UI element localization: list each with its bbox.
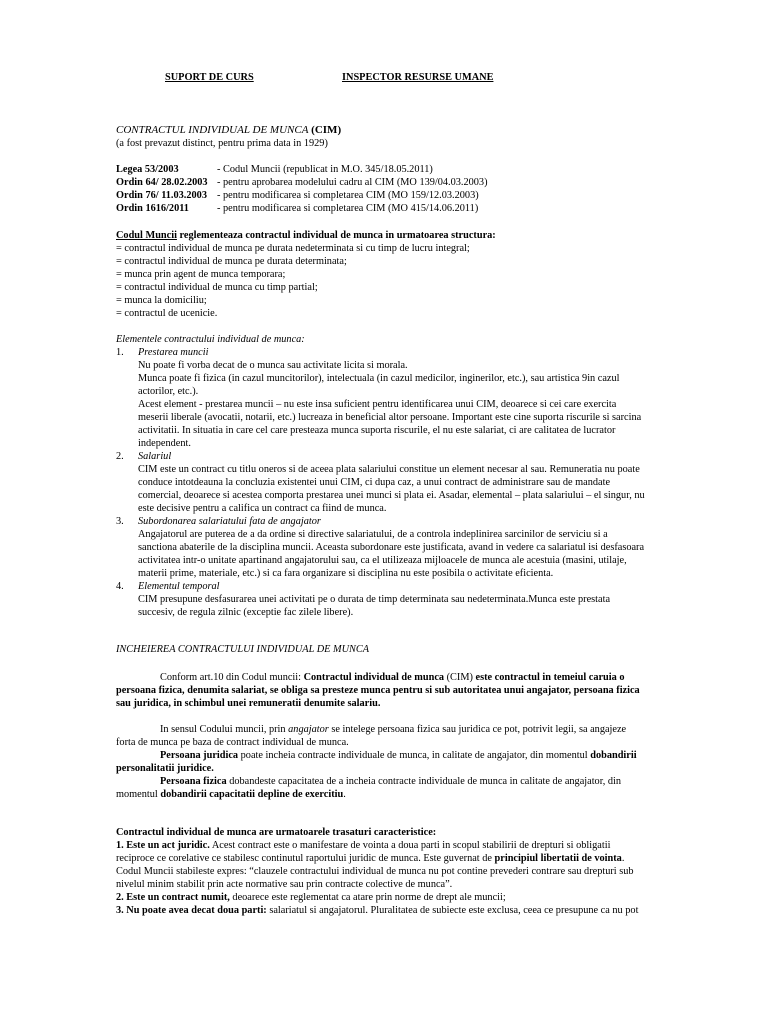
paragraph-line: forta de munca pe baza de contract individual de munca.: [116, 737, 349, 748]
paragraph-line: activitatii. In situatia in care cel care presteaza munca suporta riscurile, el nu este salariat, ci are calitatea de lucrator: [138, 425, 616, 436]
title-abbr: (CIM): [311, 124, 342, 136]
p4-term: Persoana fizica: [160, 776, 227, 787]
paragraph-line: [116, 788, 346, 801]
list-item: = munca la domiciliu;: [116, 295, 207, 306]
element-title: Salariul: [138, 451, 172, 462]
t1-principle: principiul libertatii de vointa: [494, 853, 622, 864]
element-title: Subordonarea salariatului fata de angajator: [138, 516, 321, 527]
paragraph-line: [116, 852, 624, 865]
paragraph-line: comercial, deoarece si acestea comporta prestarea unei munci si plata ei. Asadar, elemental – plata salariului – el singur, nu: [138, 490, 645, 501]
element-title: Elementul temporal: [138, 581, 220, 592]
structure-heading: [116, 229, 496, 242]
law-name: Ordin 76/ 11.03.2003: [116, 190, 207, 201]
paragraph-line: [116, 904, 638, 917]
paragraph-line: [116, 839, 610, 852]
paragraph-line: sanctiona abaterile de la disciplina muncii. Aceasta subordonare este justificata, avand in vedere ca salariatul isi desfasoara: [138, 542, 645, 553]
title-note: (a fost prevazut distinct, pentru prima data in 1929): [116, 138, 328, 149]
paragraph-line: independent.: [138, 438, 191, 449]
t1-dot: .: [621, 853, 625, 864]
t1-label: 1. Este un act juridic.: [116, 840, 210, 851]
paragraph-line: CIM presupune desfasurarea unei activitati pe o durata de timp determinata sau nedeterminata.Munca este prestata: [138, 594, 611, 605]
p4-dot: .: [343, 789, 346, 800]
paragraph-line: materii prime, materiale, etc.) si ca fara organizare si disciplina nu este posibila o activitate eficienta.: [138, 568, 554, 579]
p3-dot: .: [211, 763, 214, 774]
p1-intro: Conform art.10 din Codul muncii:: [160, 672, 301, 683]
t2-text: deoarece este reglementat ca atare prin norme de drept ale muncii;: [232, 892, 506, 903]
list-item: = contractul de ucenicie.: [116, 308, 218, 319]
p4-cont-a: momentul: [116, 789, 158, 800]
element-number: 2.: [116, 451, 124, 462]
p3-end: dobandirii: [590, 750, 637, 761]
paragraph-line: Acest element - prestarea muncii – nu este insa suficient pentru identificarea unui CIM, deoarece si cei care exercita: [138, 399, 617, 410]
element-number: 4.: [116, 581, 124, 592]
p2-term: angajator: [288, 724, 329, 735]
p1-term: Contractul individual de munca: [303, 672, 445, 683]
t1-cont: reciproce ce corelative ce stabilesc continutul raportului juridic de munca. Este guvernat de: [116, 853, 492, 864]
p3-term: Persoana juridica: [160, 750, 239, 761]
law-row: [116, 202, 478, 215]
elements-heading: Elementele contractului individual de munca:: [116, 334, 305, 345]
paragraph-line: CIM este un contract cu titlu oneros si de aceea plata salariului constitue un element necesar al sau. Remuneratia nu poate: [138, 464, 640, 475]
section-heading: INCHEIEREA CONTRACTULUI INDIVIDUAL DE MUNCA: [116, 644, 370, 655]
structure-heading-rest: reglementeaza contractul individual de munca in urmatoarea structura:: [179, 230, 496, 241]
law-row: [116, 176, 488, 189]
p3-def: poate incheia contracte individuale de munca, in calitate de angajator, din momentul: [240, 750, 588, 761]
law-row: [116, 189, 479, 202]
list-item: = contractul individual de munca pe durata nedeterminata si cu timp de lucru integral;: [116, 243, 470, 254]
paragraph-line: [160, 775, 621, 788]
paragraph-line: conduce intotdeauna la concluzia existentei unui CIM, ci dupa caz, a unui contract de administrare sau de mandate: [138, 477, 611, 488]
paragraph-line: activitatea intr-o unitate apartinand angajatorului sau, ca el utilizeaza mijloacele de munca ale acestuia (masini, utilaje,: [138, 555, 627, 566]
t3-parties: salariatul si angajatorul.: [269, 905, 368, 916]
paragraph-line: Codul Muncii stabileste expres: “clauzele contractului individual de munca nu pot contine prevederi contrare sau drepturi sub: [116, 866, 634, 877]
law-name: Ordin 1616/2011: [116, 203, 189, 214]
paragraph-line: [116, 891, 506, 904]
p4-def: dobandeste capacitatea de a incheia contracte individuale de munca in calitate de angajator, din: [229, 776, 622, 787]
header-left: SUPORT DE CURS: [165, 72, 254, 83]
law-desc: - pentru aprobarea modelului cadru al CIM (MO 139/04.03.2003): [217, 177, 488, 188]
t2-label: 2. Este un contract numit,: [116, 892, 230, 903]
t3-text: Pluralitatea de subiecte este exclusa, ceea ce presupune ca nu pot: [370, 905, 639, 916]
title-text: CONTRACTUL INDIVIDUAL DE MUNCA: [116, 124, 309, 136]
element-number: 3.: [116, 516, 124, 527]
element-title: Prestarea muncii: [138, 347, 209, 358]
list-item: = contractul individual de munca pe durata determinata;: [116, 256, 347, 267]
p2-def: se intelege persoana fizica sau juridica ce pot, potrivit legii, sa angajeze: [331, 724, 627, 735]
p1-def: este contractul in temeiul caruia o: [475, 672, 625, 683]
paragraph-line: este decisive pentru a califica un contract ca fiind de munca.: [138, 503, 387, 514]
paragraph-line: meserii liberale (avocatii, notarii, etc.) lucreaza in beneficial altor persoane. Important este cine suporta riscurile si sarcina: [138, 412, 642, 423]
paragraph-line: nivelul minim stabilit prin acte normative sau prin contracte colective de munca”.: [116, 879, 453, 890]
t1-text: Acest contract este o manifestare de vointa a doua parti in scopul stabilirii de drepturi si obligatii: [211, 840, 611, 851]
law-desc: - pentru modificarea si completarea CIM (MO 159/12.03.2003): [217, 190, 479, 201]
structure-heading-bold: Codul Muncii: [116, 230, 177, 241]
traits-heading: Contractul individual de munca are urmatoarele trasaturi caracteristice:: [116, 827, 437, 838]
law-name: Ordin 64/ 28.02.2003: [116, 177, 208, 188]
paragraph-line: [160, 723, 626, 736]
paragraph-line: sau juridica, in schimbul unei remuneratii denumite salariu.: [116, 698, 381, 709]
paragraph-line: Munca poate fi fizica (in cazul muncitorilor), intelectuala (in cazul medicilor, inginerilor, etc.), sau artistica 9in cazul: [138, 373, 620, 384]
paragraph-line: Nu poate fi vorba decat de o munca sau activitate licita si morala.: [138, 360, 408, 371]
header-right: INSPECTOR RESURSE UMANE: [342, 72, 494, 83]
paragraph-line: persoana fizica, denumita salariat, se obliga sa presteze munca pentru si sub autoritatea unui angajator, persoana fizica: [116, 685, 640, 696]
paragraph-line: [116, 762, 214, 775]
paragraph-line: succesiv, de regula zilnic (exceptie fac zilele libere).: [138, 607, 354, 618]
element-number: 1.: [116, 347, 124, 358]
law-desc: - pentru modificarea si completarea CIM (MO 415/14.06.2011): [217, 203, 479, 214]
p4-cont-b: dobandirii capacitatii depline de exercitiu: [160, 789, 344, 800]
law-row: [116, 163, 433, 176]
paragraph-line: [160, 671, 625, 684]
paragraph-line: actorilor, etc.).: [138, 386, 199, 397]
list-item: = munca prin agent de munca temporara;: [116, 269, 286, 280]
p2-intro: In sensul Codului muncii, prin: [160, 724, 286, 735]
list-item: = contractul individual de munca cu timp partial;: [116, 282, 318, 293]
document-title: [116, 124, 341, 137]
p3-cont: personalitatii juridice: [116, 763, 212, 774]
law-desc: - Codul Muncii (republicat in M.O. 345/18.05.2011): [217, 164, 433, 175]
law-name: Legea 53/2003: [116, 164, 179, 175]
p1-abbr: (CIM): [446, 672, 473, 683]
t3-label: 3. Nu poate avea decat doua parti:: [116, 905, 267, 916]
paragraph-line: Angajatorul are puterea de a da ordine si directive salariatului, de a controla indeplinirea sarcinilor de serviciu si a: [138, 529, 608, 540]
paragraph-line: [160, 749, 637, 762]
